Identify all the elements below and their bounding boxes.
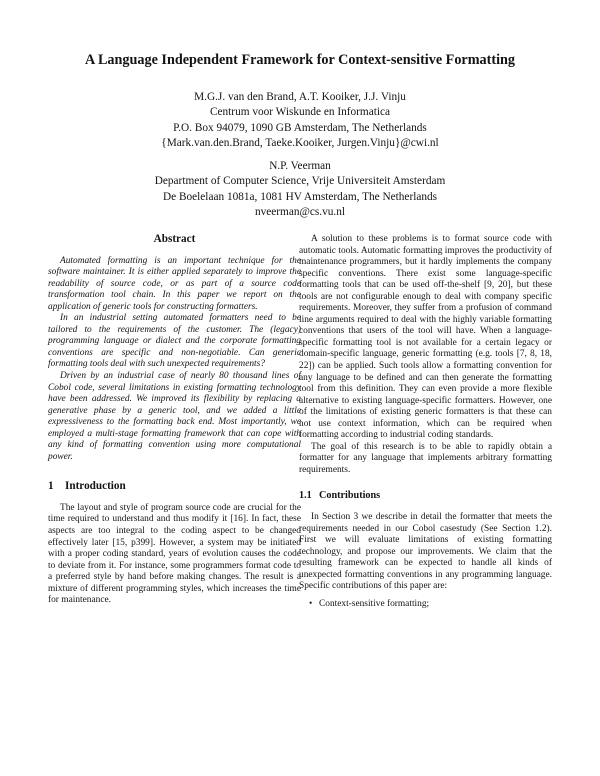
abstract-paragraph: Automated formatting is an important technique for the software maintainer. It is either applied separately to improve the readability of source code, or as part of a source code transformation tool chain. In this paper we report on the application of generic tools for constructing formatters.: [48, 255, 301, 312]
email-1: {Mark.van.den.Brand, Taeke.Kooiker, Jurgen.Vinju}@cwi.nl: [161, 136, 439, 149]
abstract: [48, 256, 301, 464]
abstract-paragraph: Driven by an industrial case of nearly 80 thousand lines of Cobol code, several limitations in existing formatting technology have been addressed. We improved its flexibility by replacing a generative phase by a generic tool, and we added a little expressiveness to the formatting back end. Most importantly, we employed a multi-stage formatting framework that can cope with any kind of formatting convention using more computational power.: [48, 371, 301, 462]
list-item: [309, 599, 552, 611]
affiliation-2: Department of Computer Science, Vrije Universiteit Amsterdam: [154, 175, 446, 188]
affiliation-1: Centrum voor Wiskunde en Informatica: [209, 106, 391, 119]
abstract-heading: Abstract: [153, 233, 196, 245]
section-number: 1: [48, 480, 54, 493]
abstract-paragraph: In an industrial setting automated formatters need to be tailored to the requirements of the customer. The (legacy) programming language or dialect and the corporate formatting conventions are specific and non-negotiable. Can generic formatting tools deal with such unexpected requirements?: [48, 313, 301, 370]
address-2: De Boelelaan 1081a, 1081 HV Amsterdam, The Netherlands: [162, 190, 438, 203]
body-paragraph: In Section 3 we describe in detail the formatter that meets the requirements needed in our Cobol casestudy (See Section 1.2). First we will evaluate limitations of existing formatting technology, and propose our improvements. We claim that the resulting framework can be expected to handle all kinds of unexpected formatting conventions in any programming language. Specific contributions of this paper are:: [299, 512, 552, 592]
author-names-2: N.P. Veerman: [269, 160, 331, 173]
body-paragraph: The goal of this research is to be able to rapidly obtain a formatter for any language that implements arbitrary formatting requirements.: [299, 441, 552, 475]
subsection-title: Contributions: [319, 490, 381, 502]
author-names-1: M.G.J. van den Brand, A.T. Kooiker, J.J. Vinju: [194, 91, 406, 103]
section-heading-introduction: [48, 481, 301, 493]
body-paragraph: A solution to these problems is to format source code with automatic tools. Automatic formatting improves the productivity of maintenance programmers, but it hardly implements the company specific conventions. There exist some language-specific formatting tools that can be used off-the-shelf [9, 20], but these tools are not configurable enough to deal with company specific requirements. Moreover, they suffer from a profusion of command line arguments required to deal with the highly variable formatting conventions that users of the tool will have. When a language-specific formatting tool is not available for a certain legacy or domain-specific language, generic formatting (e.g. tools [7, 8, 18, 22]) can be applied. Such tools allow a formatting convention for any language to be defined and can then generate the formatting tool from this definition. They can even provide a more flexible alternative to existing language-specific formatters. However, one of the limitations of existing generic formatters is that these can not use context information, which can be required when formatting according to industrial coding standards.: [299, 234, 552, 441]
email-2: nveerman@cs.vu.nl: [254, 206, 346, 219]
subsection-heading-contributions: [299, 490, 552, 502]
list-item-text: Context-sensitive formatting;: [319, 598, 430, 609]
subsection-number: 1.1: [299, 490, 312, 502]
left-column: [48, 234, 301, 607]
paper-title: A Language Independent Framework for Context-sensitive Formatting: [84, 52, 516, 68]
bullet-icon: •: [309, 598, 313, 609]
address-1: P.O. Box 94079, 1090 GB Amsterdam, The Netherlands: [173, 121, 427, 134]
contributions-list: [299, 599, 552, 611]
right-column: [299, 234, 552, 610]
body-paragraph: The layout and style of program source code are crucial for the time required to understand and thus modify it [16]. In fact, these aspects are too integral to the coding aspect to be changed effectively later [15, p399]. However, a system may be initiated with a proper coding standard, years of evolution causes the code to deviate from it. For instance, some programmers format code to a preferred style by hand before making changes. The result is a mixture of different programming styles, which increases the time for maintenance.: [48, 502, 301, 606]
author-block: [0, 90, 600, 220]
section-title: Introduction: [65, 480, 126, 493]
